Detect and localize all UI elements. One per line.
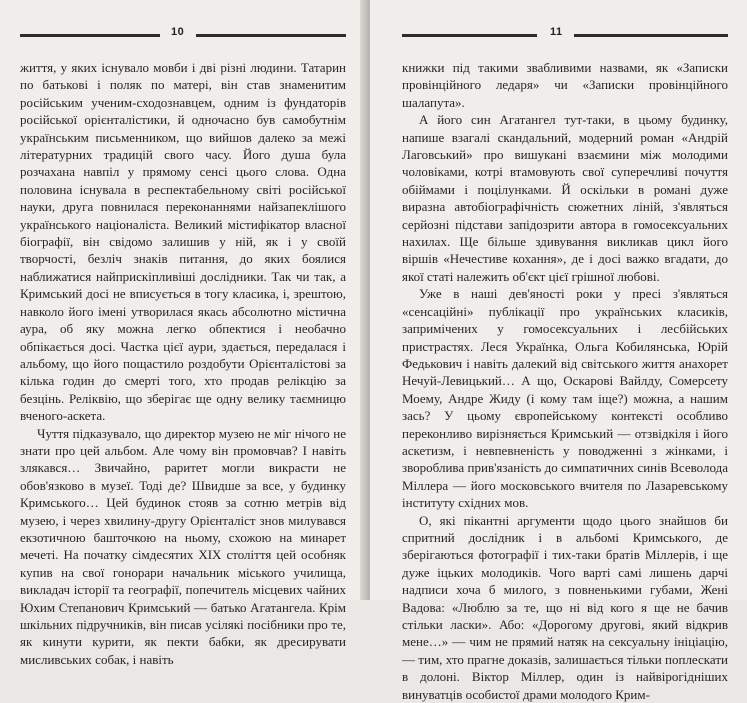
left-page-header [20, 26, 346, 46]
header-rule-right [574, 34, 728, 37]
header-rule-left [20, 34, 160, 37]
left-page-body [20, 59, 346, 668]
paragraph: книжки під такими звабливими назвами, як «Записки провінційного ледаря» чи «Записки провінційного шалапута». [402, 60, 728, 110]
paragraph: життя, у яких існувало мовби і дві різні людини. Татарин по батькові і поляк по матері, він став знаменитим російським ученим-сходознавцем, одним із фундаторів російської орієнталістики, й одночасно був самобутнім українським письменником, що вийшов далеко за межі літературних традицій свого часу. Його душа була розчахана навпіл у прямому сенсі цього слова. Одна половина існувала в респектабельному світі російської науки, друга повнилася переконаннями найзапеклішого українського націоналіста. Великий містифікатор власної біографії, він свідомо залишив у ній, як і у своїй творчості, безліч знаків питання, до яких боялися наближатися найприскіпливіші дослідники. Так чи так, а Кримський досі не вписується в тогу класика, і, зрештою, навколо його імені утворилася якась абсолютно містична аура, об яку можна легко обпектися і необачно обпікається досі. Частка цієї аури, здається, передалася і альбому, що його пощастило роздобути Орієнталістові за кілька годин до смерті того, хто продав релікцію за безцінь. Реліквію, що зберігає ще одну велику таємницю вченого-аскета. [20, 60, 346, 424]
right-page [370, 0, 747, 702]
page-number-left: 10 [171, 26, 185, 38]
header-rule-right [196, 34, 346, 37]
paragraph: О, які пікантні аргументи щодо цього знайшов би спритний дослідник і в альбомі Кримського, де зберігаються фотографії і тих-таки братів Міллерів, і ще дуже іцьких молодиків. Чого варті самі лишень дарчі надписи хоча б милого, з повненькими губами, Жені Вадова: «Люблю за те, що ні від кого я ще не бачив стільки ласки». Або: «Дорогому другові, який відкрив мене…» — чим не прямий натяк на сексуальну ініціацію, — тим, хто прагне доказів, залишається тільки поплескати в долоні. Віктор Міллер, один із найвірогідніших винуватців особистої драми молодого Крим- [402, 512, 728, 702]
right-page-header [402, 26, 728, 46]
right-page-body [402, 59, 728, 703]
paragraph: Чуття підказувало, що директор музею не міг нічого не знати про цей альбом. Але чому він промовчав? І навіть злякався… Звичайно, раритет могли викрасти не обов'язково в музеї. Тоді де? Швидше за все, у будинку Кримського… Цей будинок стояв за сотню метрів від музею, і через хвилину-другу Орієнталіст знов милувався екзотичною башточкою на ньому, схожою на минарет мечеті. На початку сімдесятих XIX століття цей особняк купив на свої гонорари начальник міського училища, викладач історії та географії, попечитель місцевих чайних Юхим Степанович Кримський — батько Агатангела. Крім шкільних підручників, він писав усілякі посібники про те, як кинути курити, як пекти бабки, як дресирувати мисливських собак, і навіть [20, 425, 346, 667]
header-rule-left [402, 34, 537, 37]
left-page [0, 0, 366, 667]
page-number-right: 11 [550, 26, 563, 38]
paragraph: Уже в наші дев'яності роки у пресі з'являться «сенсаційні» публікації про українських класиків, запримічених у гомосексуальних і лесбійських пристрастях. Леся Українка, Ольга Кобилянська, Юрій Федькович і навіть далекий від світського життя анахорет Нечуй-Левицький… А що, Оскарові Вайлду, Сомерсету Моему, Андре Жиду (і кому там іще?) можна, а нашим зась? У цьому європейському контексті особливо переконливо вирізняється Кримський — отзвідкіля і його аскетизм, і невпевненість у поводженні з жінками, і звороблива прив'язаність до симпатичних синів Всеволода Міллера — його московського вчителя по Лазаревському інституту східних мов. [402, 286, 728, 511]
paragraph: А його син Агатангел тут-таки, в цьому будинку, напише взагалі скандальний, модерний роман «Андрій Лаговський» про вишукані взаємини між молодими чоловіками, котрі втамовують свої суперечливі почуття обіймами і поцілунками. Й оскільки в романі дуже виразна автобіографічність сюжетних ліній, з'являться серйозні підстави запідозрити автора в гомосексуальних нахилах. Ще більше здивування викликав цикл його віршів «Нечестиве кохання», де і досі важко вгадати, до якої статі належить об'єкт цієї грішної любові. [402, 112, 728, 284]
